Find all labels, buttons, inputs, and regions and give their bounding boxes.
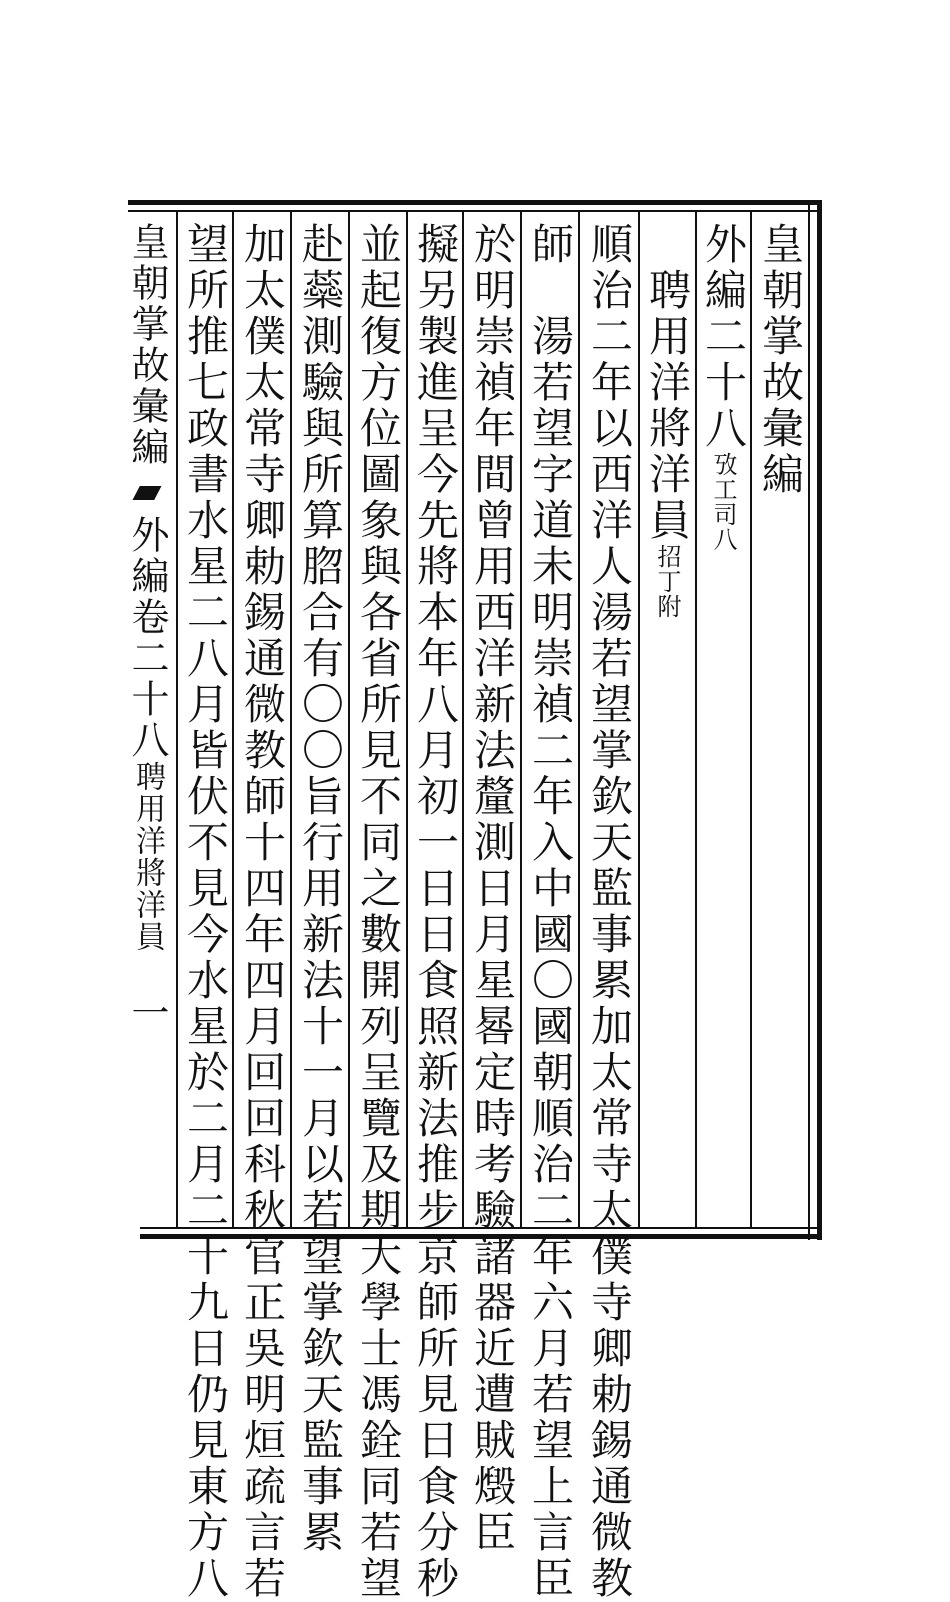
column-rule [290,212,292,1228]
margin-book-title: 皇朝掌故彙編 [125,222,169,468]
book-title: 皇朝掌故彙編 [756,222,805,498]
text-column-4: 擬另製進呈今先將本年八月初一日日食照新法推步京師所見日食分秒 [411,222,460,1602]
text-column-1: 順治二年以西洋人湯若望掌欽天監事累加太常寺太僕寺卿勅錫通微教 [585,222,634,1602]
text-column-5: 並起復方位圖象與各省所見不同之數開列呈覽及期大學士馮銓同若望 [354,222,403,1602]
column-rule [578,212,580,1228]
column-rule [232,212,234,1228]
column-rule [638,212,640,1228]
topic-note: 招丁附 [653,544,681,619]
text-column-2: 師 湯若望字道未明崇禎二年入中國〇國朝順治二年六月若望上言臣 [526,222,575,1602]
margin-topic: 聘用洋將洋員 [130,761,165,953]
text-column-7: 加太僕太常寺卿勅錫通微教師十四年四月回回科秋官正吳明烜疏言若 [238,222,287,1602]
fishtail-mark: ▰ [125,468,169,515]
column-rule [406,212,408,1228]
column-rule [176,212,178,1228]
margin-column [122,222,172,1034]
column-rule [695,212,697,1228]
text-column-3: 於明崇禎年間曾用西洋新法釐測日月星晷定時考驗諸器近遭賊燬臣 [468,222,517,1556]
section-heading: 外編二十八 [699,222,748,452]
text-column-8: 望所推七政書水星二八月皆伏不見今水星於二月二十九日仍見東方八 [181,222,230,1602]
column-rule [462,212,464,1228]
column-rule [750,212,752,1228]
topic-title: 聘用洋將洋員 [643,268,692,544]
section-heading-column [698,222,748,552]
margin-volume: 外編卷二十八 [125,515,169,761]
text-column-6: 赴蘂測驗與所算脗合有〇〇旨行用新法十一月以若望掌欽天監事累 [296,222,345,1556]
column-rule [348,212,350,1228]
section-note: 攷工司八 [709,452,737,552]
page-number: 一 [125,993,169,1034]
column-rule [520,212,522,1228]
frame-top-border [128,200,820,212]
frame-right-border [808,200,822,1240]
topic-title-column [642,268,692,619]
